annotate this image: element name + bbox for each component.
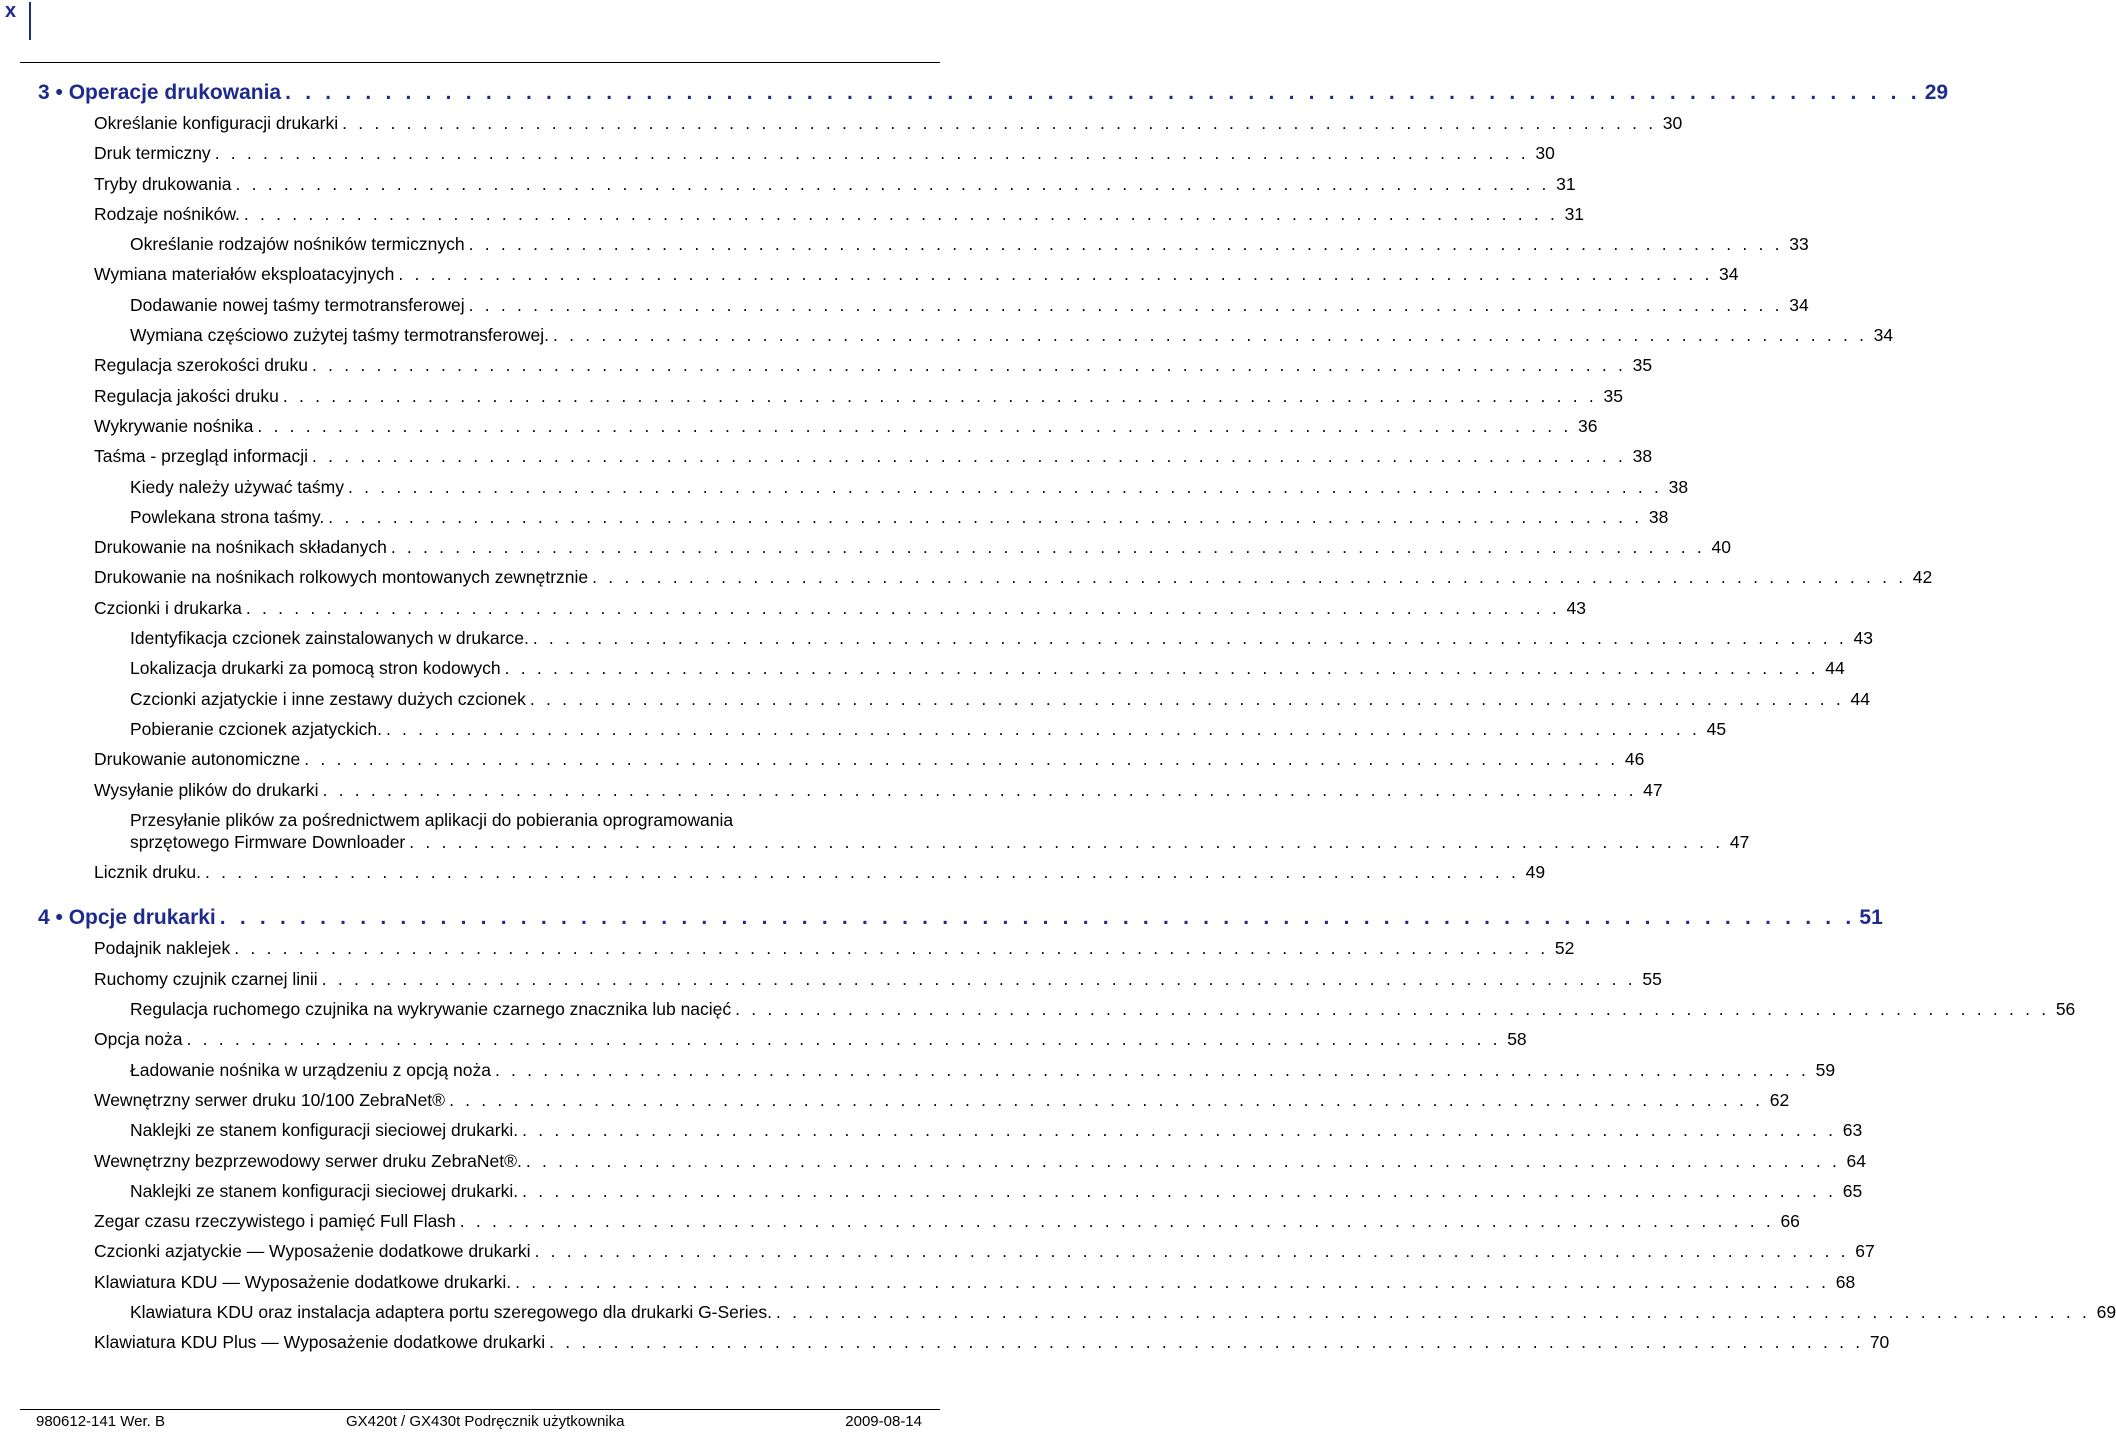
toc-entry-link[interactable]	[0, 173, 1576, 195]
page-marker: x	[5, 0, 17, 22]
dot-leader: . . . . . . . . . . . . . . . . . . . . . . . . . . . . . . . . . . . . . . . . . . . . . . . . . . . . . . . . . . . . . . . . . . . . . . . . . . . . . . . . . .	[322, 779, 1637, 800]
entry-page-number: 34	[1789, 294, 1809, 315]
entry-title: Rodzaje nośników.	[94, 203, 240, 224]
dot-leader: . . . . . . . . . . . . . . . . . . . . . . . . . . . . . . . . . . . . . . . . . . . . . . . . . . . . . . . . . . . . . . . . . . . . . . . . . . . . . . . . . .	[409, 831, 1724, 852]
bottom-rule	[20, 1409, 940, 1410]
entry-page-number: 47	[1643, 779, 1663, 800]
dot-leader: . . . . . . . . . . . . . . . . . . . . . . . . . . . . . . . . . . . . . . . . . . . . . . . . . . . . . . . . . . . . . . . . . . . . . . . . . . . . . . . . . .	[522, 1120, 1837, 1141]
entry-page-number: 69	[2096, 1301, 2116, 1322]
toc-entry-link[interactable]	[0, 536, 1731, 558]
entry-title: Drukowanie na nośnikach składanych	[94, 537, 387, 558]
entry-page-number: 70	[1869, 1332, 1890, 1353]
dot-leader: . . . . . . . . . . . . . . . . . . . . . . . . . . . . . . . . . . . . . . . . . . . . . . . . . . . . . . . . . . . . . . . . . . . . . . . . . . . . . . . . . .	[549, 1332, 1864, 1353]
toc-subentry-link[interactable]	[0, 324, 1894, 346]
entry-title: Klawiatura KDU oraz instalacja adaptera portu szeregowego dla drukarki G-Series.	[130, 1301, 772, 1322]
entry-page-number: 35	[1603, 385, 1623, 406]
entry-page-number: 59	[1815, 1059, 1836, 1080]
entry-page-number: 33	[1789, 234, 1809, 255]
entry-page-number: 68	[1835, 1271, 1856, 1292]
dot-leader: . . . . . . . . . . . . . . . . . . . . . . . . . . . . . . . . . . . . . . . . . . . . . . . . . . . . . . . . . . . . . . . . . . . . . . . . . . . . . . . . . .	[282, 385, 1597, 406]
entry-title: Wewnętrzny serwer druku 10/100 ZebraNet®	[94, 1089, 446, 1110]
dot-leader: . . . . . . . . . . . . . . . . . . . . . . . . . . . . . . . . . . . . . . . . . . . . . . . . . . . . . . . . . . . . . . . . . . . . . . . . . . . . . . . . . .	[390, 537, 1705, 558]
entry-title: Określanie konfiguracji drukarki	[94, 113, 339, 133]
dot-leader: . . . . . . . . . . . . . . . . . . . . . . . . . . . . . . . . . . . . . . . . . . . . . . . . . . . . . . . . . . . . . . . . . . . . . . . . . . . . . . . . . .	[468, 294, 1783, 315]
entry-page-number: 31	[1556, 173, 1576, 194]
entry-page-number: 38	[1668, 476, 1689, 497]
dot-leader: . . . . . . . . . . . . . . . . . . . . . . . . . . . . . . . . . . . . . . . . . . . . . . . . . . . . . . . . . . . . . . . . . . . . . . . . . . . . . . . . . .	[347, 476, 1663, 497]
dot-leader: . . . . . . . . . . . . . . . . . . . . . . . . . . . . . . . . . . . . . . . . . . . . . . . . . . . . . . . . . . . . . . . . . . . . . . . . . . . . . . . . . .	[214, 143, 1529, 164]
toc-subentry-link[interactable]	[0, 718, 1727, 740]
entry-page-number: 38	[1632, 446, 1653, 467]
dot-leader: . . . . . . . . . . . . . . . . . . . . . . . . . . . . . . . . . . . . . . . . . . . . . . . . . . . . . . . . . . . . . . . . . . . . . . . . . . . . . . . . . .	[285, 81, 1921, 104]
entry-title: Regulacja jakości druku	[94, 385, 279, 406]
dot-leader: . . . . . . . . . . . . . . . . . . . . . . . . . . . . . . . . . . . . . . . . . . . . . . . . . . . . . . . . . . . . . . . . . . . . . . . . . . . . . . . . . .	[235, 173, 1550, 194]
toc-subentry-link[interactable]	[0, 294, 1809, 316]
chapter-title: 3 • Operacje drukowania	[38, 81, 282, 104]
entry-page-number: 66	[1780, 1211, 1800, 1232]
entry-title: Wewnętrzny bezprzewodowy serwer druku ZebraNet®.	[94, 1150, 522, 1171]
chapter-gap	[0, 891, 960, 905]
entry-title: Dodawanie nowej taśmy termotransferowej	[130, 294, 465, 315]
toc-subentry-link[interactable]	[0, 1119, 1863, 1141]
entry-title-line1: Przesyłanie plików za pośrednictwem aplikacji do pobierania oprogramowania	[130, 809, 734, 830]
footer-date: 2009-08-14	[845, 1413, 922, 1430]
toc-entry-link[interactable]	[0, 1331, 1890, 1353]
dot-leader: . . . . . . . . . . . . . . . . . . . . . . . . . . . . . . . . . . . . . . . . . . . . . . . . . . . . . . . . . . . . . . . . . . . . . . . . . . . . . . . . . .	[449, 1089, 1764, 1110]
entry-title: Wysyłanie plików do drukarki	[94, 779, 319, 800]
entry-title: Regulacja ruchomego czujnika na wykrywanie czarnego znacznika lub nacięć	[130, 999, 732, 1020]
top-rule	[20, 62, 940, 63]
toc-subentry-link[interactable]	[0, 506, 1669, 528]
toc-entry-link[interactable]	[0, 142, 1555, 164]
entry-page-number: 38	[1648, 506, 1669, 527]
entry-title: Kiedy należy używać taśmy	[130, 476, 344, 497]
toc-subentry-link[interactable]	[0, 1180, 1863, 1202]
entry-title: Określanie rodzajów nośników termicznych	[130, 234, 465, 255]
entry-title: Licznik druku.	[94, 862, 201, 883]
dot-leader: . . . . . . . . . . . . . . . . . . . . . . . . . . . . . . . . . . . . . . . . . . . . . . . . . . . . . . . . . . . . . . . . . . . . . . . . . . . . . . . . . .	[468, 234, 1783, 255]
toc-chapter-link[interactable]	[0, 80, 1949, 106]
dot-leader: . . . . . . . . . . . . . . . . . . . . . . . . . . . . . . . . . . . . . . . . . . . . . . . . . . . . . . . . . . . . . . . . . . . . . . . . . . . . . . . . . .	[186, 1029, 1501, 1050]
entry-page-number: 30	[1535, 143, 1555, 164]
entry-title: Naklejki ze stanem konfiguracji sieciowej drukarki.	[130, 1120, 519, 1141]
entry-title: Klawiatura KDU — Wyposażenie dodatkowe drukarki.	[94, 1271, 512, 1292]
toc-subentry-link[interactable]	[0, 831, 1750, 853]
entry-page-number: 42	[1912, 567, 1933, 588]
entry-page-number: 31	[1564, 203, 1585, 224]
entry-page-number: 30	[1662, 113, 1683, 133]
dot-leader: . . . . . . . . . . . . . . . . . . . . . . . . . . . . . . . . . . . . . . . . . . . . . . . . . . . . . . . . . . . . . . . . . . . . . . . . . . . . . . . . . .	[385, 718, 1701, 739]
entry-title: Wymiana materiałów eksploatacyjnych	[94, 264, 395, 285]
entry-title: Druk termiczny	[94, 143, 211, 164]
entry-page-number: 35	[1632, 355, 1653, 376]
toc-subentry-link[interactable]	[0, 233, 1809, 255]
toc-subentry-link[interactable]	[0, 998, 2076, 1020]
footer-manual-title: GX420t / GX430t Podręcznik użytkownika	[346, 1413, 625, 1430]
toc-entry-link[interactable]	[0, 1210, 1800, 1232]
toc-entry-link[interactable]	[0, 968, 1662, 990]
chapter-page-number: 29	[1924, 81, 1949, 104]
entry-page-number: 63	[1842, 1120, 1863, 1141]
entry-title: Powlekana strona taśmy.	[130, 506, 325, 527]
entry-title: sprzętowego Firmware Downloader	[130, 831, 406, 852]
entry-page-number: 49	[1525, 862, 1546, 883]
entry-title: Podajnik naklejek	[94, 938, 231, 959]
entry-title: Ruchomy czujnik czarnej linii	[94, 968, 318, 989]
marker-rule	[29, 2, 31, 40]
entry-page-number: 43	[1566, 597, 1586, 618]
entry-title: Klawiatura KDU Plus — Wyposażenie dodatkowe drukarki	[94, 1332, 546, 1353]
toc-entry-link[interactable]	[0, 1150, 1867, 1172]
dot-leader: . . . . . . . . . . . . . . . . . . . . . . . . . . . . . . . . . . . . . . . . . . . . . . . . . . . . . . . . . . . . . . . . . . . . . . . . . . . . . . . . . .	[342, 113, 1657, 133]
table-of-contents	[0, 80, 2116, 1362]
toc-entry-link[interactable]	[0, 597, 1586, 619]
dot-leader: . . . . . . . . . . . . . . . . . . . . . . . . . . . . . . . . . . . . . . . . . . . . . . . . . . . . . . . . . . . . . . . . . . . . . . . . . . . . . . . . . .	[459, 1211, 1774, 1232]
entry-title: Czcionki azjatyckie i inne zestawy dużych czcionek	[130, 688, 526, 709]
entry-page-number: 43	[1853, 628, 1873, 649]
chapter-page-number: 51	[1859, 906, 1883, 930]
dot-leader: . . . . . . . . . . . . . . . . . . . . . . . . . . . . . . . . . . . . . . . . . . . . . . . . . . . . . . . . . . . . . . . . . . . . . . . . . . . . . . . . . .	[515, 1271, 1830, 1292]
dot-leader: . . . . . . . . . . . . . . . . . . . . . . . . . . . . . . . . . . . . . . . . . . . . . . . . . . . . . . . . . . . . . . . . . . . . . . . . . . . . . . . . . .	[534, 1241, 1849, 1262]
dot-leader: . . . . . . . . . . . . . . . . . . . . . . . . . . . . . . . . . . . . . . . . . . . . . . . . . . . . . . . . . . . . . . . . . . . . . . . . . . . . . . . . . .	[312, 355, 1627, 376]
entry-title: Wymiana częściowo zużytej taśmy termotransferowej.	[130, 325, 550, 346]
toc-entry-link[interactable]	[0, 385, 1623, 407]
entry-page-number: 36	[1578, 415, 1598, 436]
dot-leader: . . . . . . . . . . . . . . . . . . . . . . . . . . . . . . . . . . . . . . . . . . . . . . . . . . . . . . . . . . . . . . . . . . . . . . . . . . . . . . . . . .	[234, 938, 1549, 959]
dot-leader: . . . . . . . . . . . . . . . . . . . . . . . . . . . . . . . . . . . . . . . . . . . . . . . . . . . . . . . . . . . . . . . . . . . . . . . . . . . . . . . . . .	[532, 628, 1847, 649]
dot-leader: . . . . . . . . . . . . . . . . . . . . . . . . . . . . . . . . . . . . . . . . . . . . . . . . . . . . . . . . . . . . . . . . . . . . . . . . . . . . . . . . . .	[304, 749, 1619, 770]
entry-page-number: 56	[2055, 999, 2076, 1020]
entry-title: Tryby drukowania	[94, 173, 232, 194]
entry-title: Taśma - przegląd informacji	[94, 446, 308, 467]
entry-title: Drukowanie autonomiczne	[94, 749, 301, 770]
chapter-title: 4 • Opcje drukarki	[38, 906, 216, 930]
toc-entry-link[interactable]	[0, 1271, 1856, 1293]
entry-title: Naklejki ze stanem konfiguracji sieciowej drukarki.	[130, 1180, 519, 1201]
dot-leader: . . . . . . . . . . . . . . . . . . . . . . . . . . . . . . . . . . . . . . . . . . . . . . . . . . . . . . . . . . . . . . . . . . . . . . . . . . . . . . . . . .	[328, 506, 1643, 527]
dot-leader: . . . . . . . . . . . . . . . . . . . . . . . . . . . . . . . . . . . . . . . . . . . . . . . . . . . . . . . . . . . . . . . . . . . . . . . . . . . . . . . . . .	[525, 1150, 1841, 1171]
entry-page-number: 34	[1873, 325, 1894, 346]
dot-leader: . . . . . . . . . . . . . . . . . . . . . . . . . . . . . . . . . . . . . . . . . . . . . . . . . . . . . . . . . . . . . . . . . . . . . . . . . . . . . . . . . .	[245, 597, 1560, 618]
entry-title: Regulacja szerokości druku	[94, 355, 308, 376]
dot-leader: . . . . . . . . . . . . . . . . . . . . . . . . . . . . . . . . . . . . . . . . . . . . . . . . . . . . . . . . . . . . . . . . . . . . . . . . . . . . . . . . . .	[243, 203, 1559, 224]
toc-subentry-link[interactable]	[0, 688, 1870, 710]
entry-page-number: 40	[1711, 537, 1731, 558]
toc-entry-link[interactable]	[0, 779, 1663, 801]
toc-entry-link[interactable]	[0, 937, 1575, 959]
toc-entry-link[interactable]	[0, 445, 1653, 467]
toc-entry-link[interactable]	[0, 566, 1933, 588]
dot-leader: . . . . . . . . . . . . . . . . . . . . . . . . . . . . . . . . . . . . . . . . . . . . . . . . . . . . . . . . . . . . . . . . . . . . . . . . . . . . . . . . . .	[775, 1301, 2091, 1322]
entry-page-number: 52	[1554, 938, 1575, 959]
entry-page-number: 44	[1825, 658, 1845, 679]
entry-title: Drukowanie na nośnikach rolkowych montowanych zewnętrznie	[94, 567, 589, 588]
entry-page-number: 65	[1842, 1180, 1863, 1201]
toc-subentry-link[interactable]	[0, 627, 1873, 649]
toc-subentry-link[interactable]	[0, 1301, 2116, 1323]
toc-entry-link[interactable]	[0, 861, 1546, 883]
toc-entry-link[interactable]	[0, 203, 1585, 225]
dot-leader: . . . . . . . . . . . . . . . . . . . . . . . . . . . . . . . . . . . . . . . . . . . . . . . . . . . . . . . . . . . . . . . . . . . . . . . . . . . . . . . . . .	[398, 264, 1713, 285]
entry-page-number: 45	[1706, 718, 1727, 739]
dot-leader: . . . . . . . . . . . . . . . . . . . . . . . . . . . . . . . . . . . . . . . . . . . . . . . . . . . . . . . . . . . . . . . . . . . . . . . . . . . . . . . . . .	[311, 446, 1627, 467]
entry-page-number: 47	[1729, 831, 1750, 852]
entry-title: Ładowanie nośnika w urządzeniu z opcją noża	[130, 1059, 491, 1080]
toc-subentry-link[interactable]	[0, 1059, 1836, 1081]
toc-entry-link[interactable]	[0, 748, 1645, 770]
toc-entry-link[interactable]	[0, 1028, 1527, 1050]
entry-page-number: 55	[1642, 968, 1662, 989]
dot-leader: . . . . . . . . . . . . . . . . . . . . . . . . . . . . . . . . . . . . . . . . . . . . . . . . . . . . . . . . . . . . . . . . . . . . . . . . . . . . . . . . . .	[529, 688, 1844, 709]
dot-leader: . . . . . . . . . . . . . . . . . . . . . . . . . . . . . . . . . . . . . . . . . . . . . . . . . . . . . . . . . . . . . . . . . . . . . . . . . . . . . . . . . .	[522, 1180, 1837, 1201]
entry-page-number: 64	[1846, 1150, 1867, 1171]
dot-leader: . . . . . . . . . . . . . . . . . . . . . . . . . . . . . . . . . . . . . . . . . . . . . . . . . . . . . . . . . . . . . . . . . . . . . . . . . . . . . . . . . .	[321, 968, 1636, 989]
entry-title: Zegar czasu rzeczywistego i pamięć Full Flash	[94, 1211, 456, 1232]
dot-leader: . . . . . . . . . . . . . . . . . . . . . . . . . . . . . . . . . . . . . . . . . . . . . . . . . . . . . . . . . . . . . . . . . . . . . . . . . . . . . . . . . .	[735, 999, 2050, 1020]
dot-leader: . . . . . . . . . . . . . . . . . . . . . . . . . . . . . . . . . . . . . . . . . . . . . . . . . . . . . . . . . . . . . . . . . . . . . . . . . . . . . . . . . .	[219, 906, 1856, 930]
entry-page-number: 67	[1855, 1241, 1875, 1262]
toc-subentry-link[interactable]	[0, 476, 1689, 498]
entry-page-number: 44	[1850, 688, 1870, 709]
entry-page-number: 58	[1507, 1029, 1527, 1050]
entry-title: Opcja noża	[94, 1029, 183, 1050]
toc-entry-link[interactable]	[0, 1240, 1875, 1262]
entry-title: Czcionki azjatyckie — Wyposażenie dodatkowe drukarki	[94, 1241, 531, 1262]
toc-entry-link[interactable]	[0, 354, 1653, 376]
entry-title: Pobieranie czcionek azjatyckich.	[130, 718, 382, 739]
toc-entry-line	[0, 809, 960, 831]
entry-title: Identyfikacja czcionek zainstalowanych w drukarce.	[130, 628, 529, 649]
dot-leader: . . . . . . . . . . . . . . . . . . . . . . . . . . . . . . . . . . . . . . . . . . . . . . . . . . . . . . . . . . . . . . . . . . . . . . . . . . . . . . . . . .	[494, 1059, 1810, 1080]
entry-title: Czcionki i drukarka	[94, 597, 242, 618]
toc-entry-link[interactable]	[0, 1089, 1790, 1111]
footer-document-number: 980612-141 Wer. B	[36, 1413, 165, 1430]
toc-subentry-link[interactable]	[0, 657, 1845, 679]
toc-entry-link[interactable]	[0, 415, 1598, 437]
dot-leader: . . . . . . . . . . . . . . . . . . . . . . . . . . . . . . . . . . . . . . . . . . . . . . . . . . . . . . . . . . . . . . . . . . . . . . . . . . . . . . . . . .	[257, 415, 1572, 436]
dot-leader: . . . . . . . . . . . . . . . . . . . . . . . . . . . . . . . . . . . . . . . . . . . . . . . . . . . . . . . . . . . . . . . . . . . . . . . . . . . . . . . . . .	[592, 567, 1907, 588]
entry-title: Wykrywanie nośnika	[94, 415, 254, 436]
toc-chapter-link[interactable]	[0, 905, 1883, 931]
toc-entry-link[interactable]	[0, 263, 1739, 285]
dot-leader: . . . . . . . . . . . . . . . . . . . . . . . . . . . . . . . . . . . . . . . . . . . . . . . . . . . . . . . . . . . . . . . . . . . . . . . . . . . . . . . . . .	[504, 658, 1819, 679]
dot-leader: . . . . . . . . . . . . . . . . . . . . . . . . . . . . . . . . . . . . . . . . . . . . . . . . . . . . . . . . . . . . . . . . . . . . . . . . . . . . . . . . . .	[553, 325, 1868, 346]
toc-entry-link[interactable]	[0, 112, 1683, 134]
entry-page-number: 46	[1624, 749, 1645, 770]
entry-title: Lokalizacja drukarki za pomocą stron kodowych	[130, 658, 501, 679]
entry-page-number: 34	[1719, 264, 1739, 285]
entry-page-number: 62	[1769, 1089, 1790, 1110]
dot-leader: . . . . . . . . . . . . . . . . . . . . . . . . . . . . . . . . . . . . . . . . . . . . . . . . . . . . . . . . . . . . . . . . . . . . . . . . . . . . . . . . . .	[205, 862, 1520, 883]
